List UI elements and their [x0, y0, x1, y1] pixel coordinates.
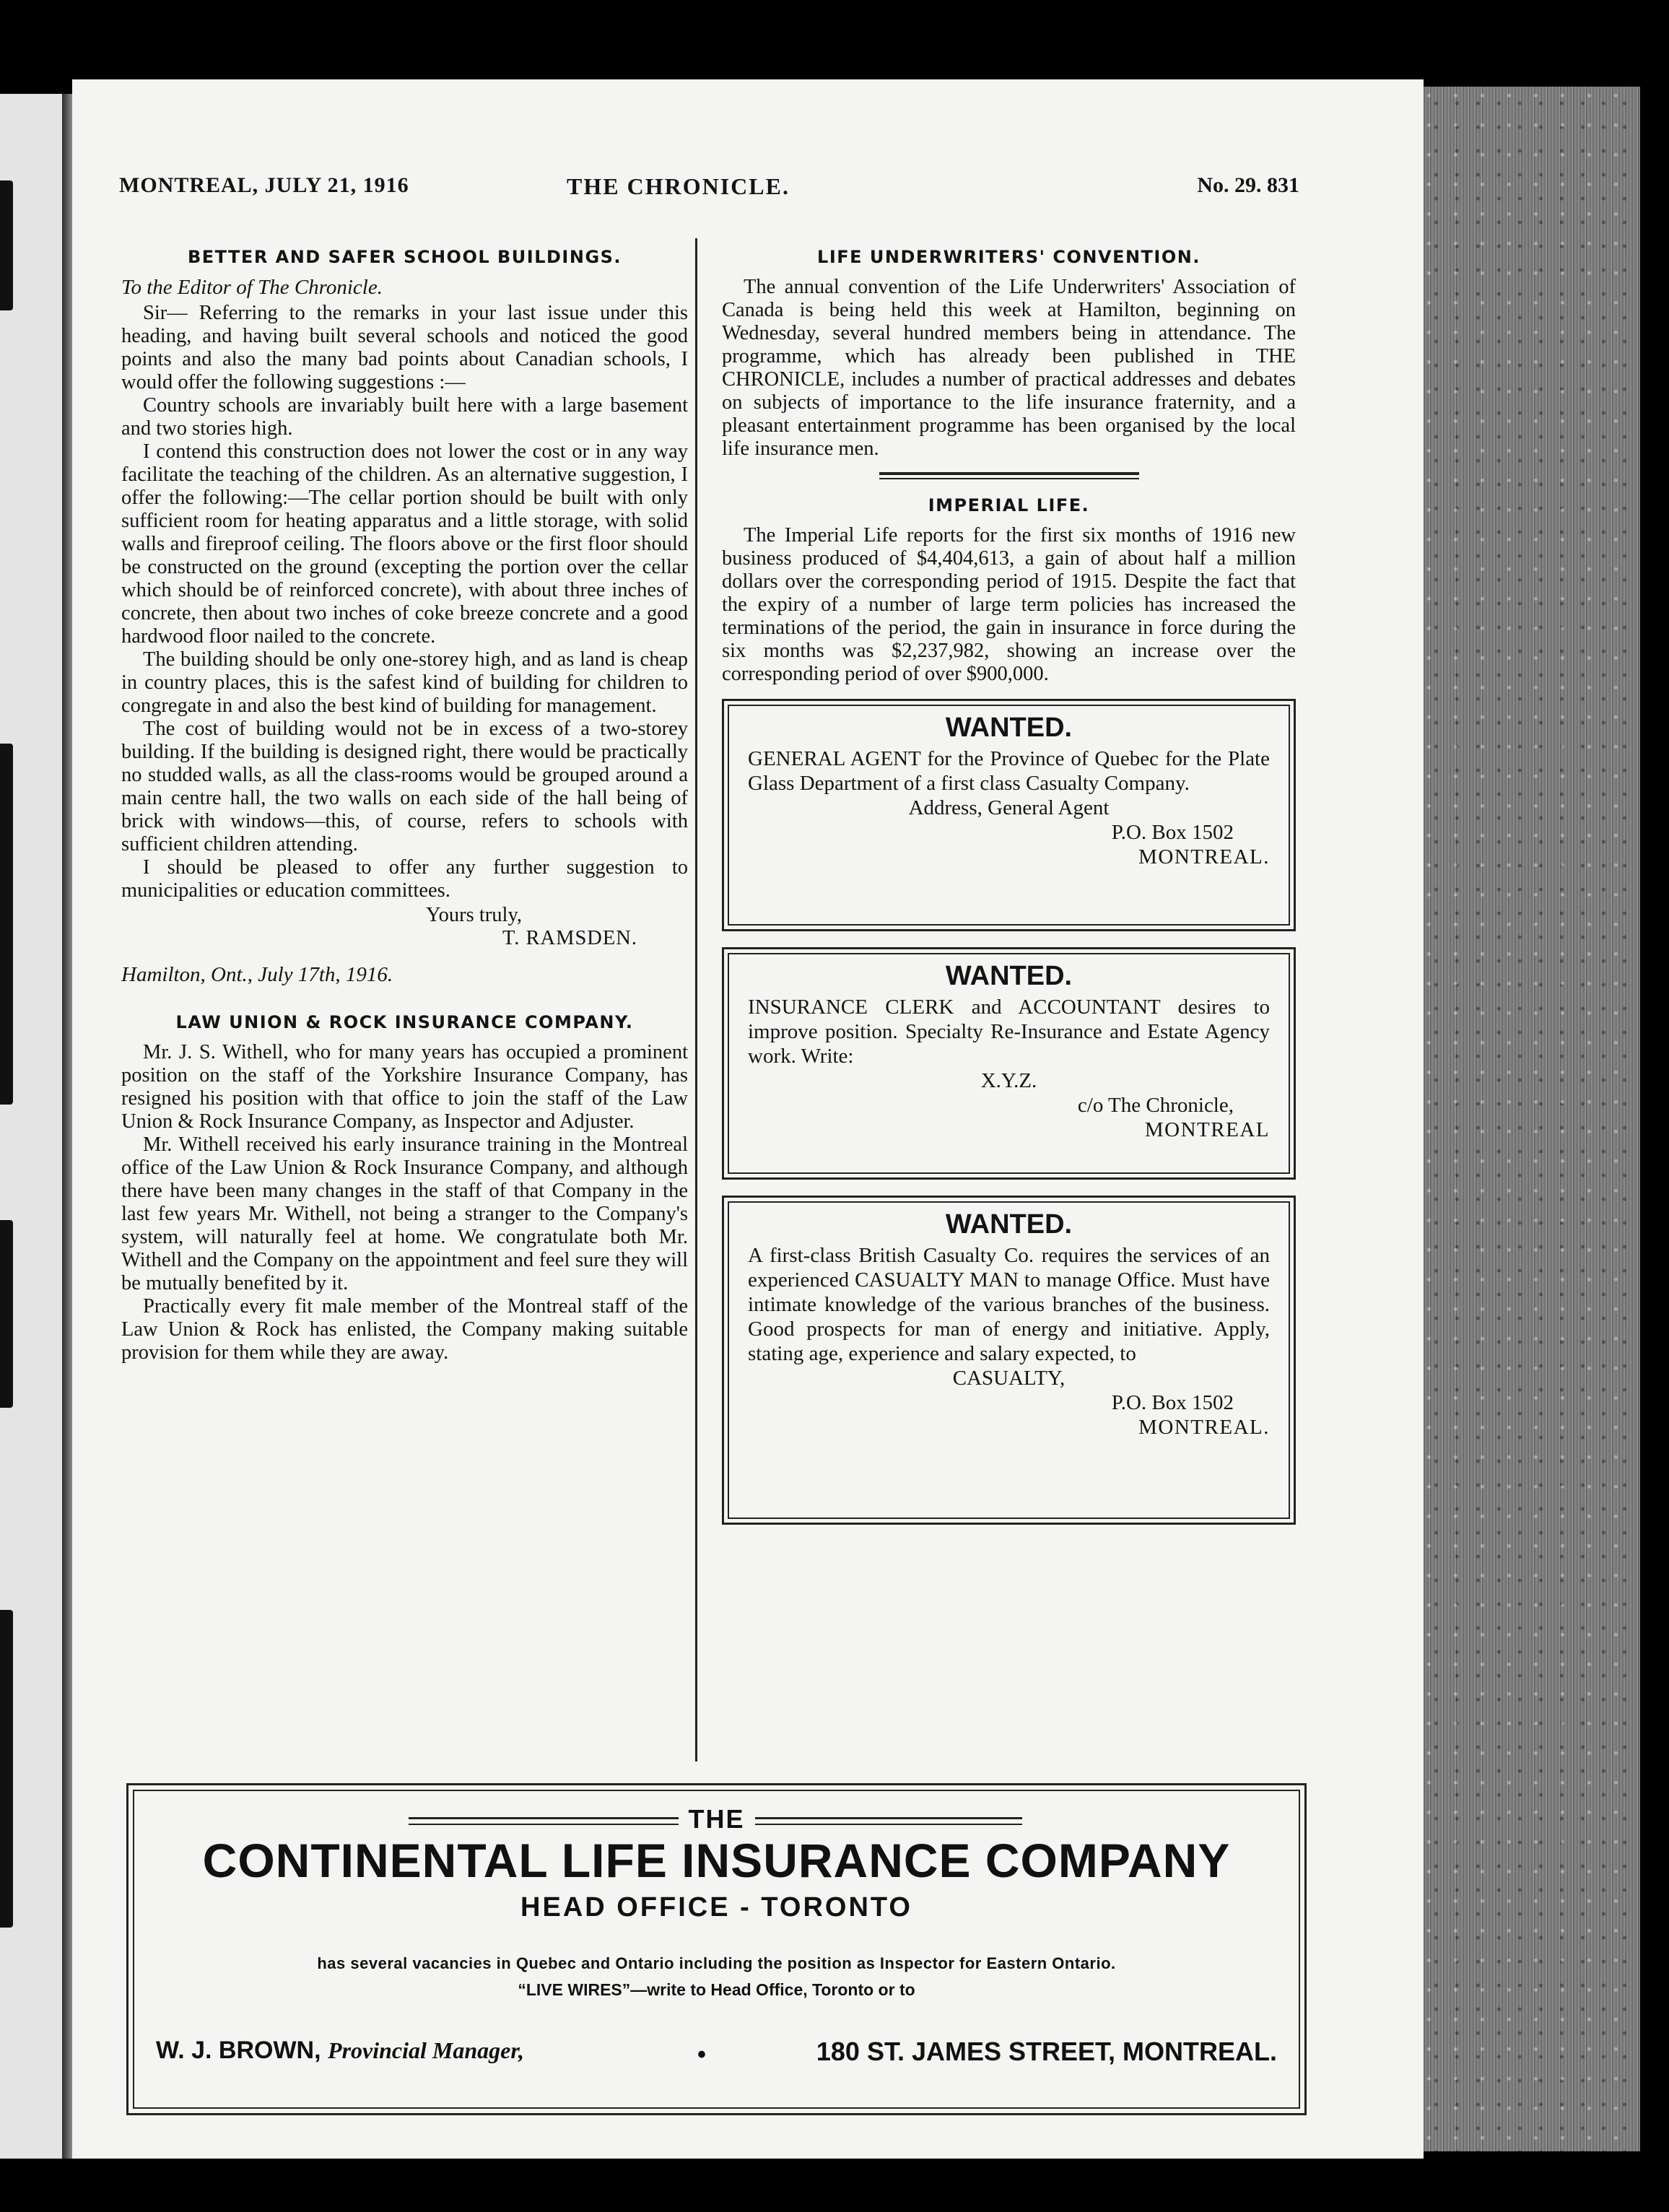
- ad-the-row: [134, 1804, 1299, 1833]
- law-union-paragraph: Mr. Withell received his early insurance training in the Montreal office of the Law Union & Rock Insurance Company, and although there have been many changes in the staff of that Company in the last few years Mr. Withell, not being a stranger to the Company's system, will naturally feel at home. We congratulate both Mr. Withell and the Company on the appointment and feel sure they will be mutually benefited by it.: [121, 1133, 688, 1294]
- header-issue-page: No. 29. 831: [1197, 173, 1299, 197]
- ad-manager-role: Provincial Manager,: [328, 2037, 525, 2063]
- ad-casualty-man-name: CASUALTY,: [952, 1367, 1066, 1390]
- imperial-paragraph: The Imperial Life reports for the first six months of 1916 new business produced of $4,404,613, a gain of about half a million dollars over the corresponding period of 1915. Despite the fact that the expiry of a number of large term policies has increased the terminations of the period, the gain in insurance in force during the six months was $2,237,982, showing an increase over the corresponding period of over $900,000.: [722, 524, 1296, 685]
- imperial-article-title: IMPERIAL LIFE.: [928, 495, 1090, 515]
- running-header: [119, 173, 1299, 202]
- ad-address: 180 ST. JAMES STREET, MONTREAL.: [816, 2037, 1277, 2066]
- ad-the: THE: [679, 1804, 755, 1834]
- school-article-paragraph: Country schools are invariably built here with a large basement and two stories high.: [121, 394, 688, 440]
- ad-insurance-clerk-text: INSURANCE CLERK and ACCOUNTANT desires to improve position. Specialty Re-Insurance and Estate Agency work. Write:: [748, 996, 1270, 1068]
- right-column: [722, 245, 1296, 1525]
- ad-vacancies: has several vacancies in Quebec and Ontario including the position as Inspector for Eastern Ontario.: [317, 1954, 1116, 1972]
- left-column: [121, 245, 688, 1364]
- header-publication: THE CHRONICLE.: [567, 173, 790, 199]
- school-article-signature: T. RAMSDEN.: [502, 927, 637, 949]
- ad-insurance-clerk-name: X.Y.Z.: [980, 1069, 1037, 1092]
- school-article-paragraph: I should be pleased to offer any further suggestion to municipalities or education committees.: [121, 856, 688, 902]
- ad-live-wires: “LIVE WIRES”—write to Head Office, Toronto or to: [518, 1980, 915, 1999]
- adjacent-page-edge: [0, 94, 62, 2159]
- school-article-paragraph: Sir— Referring to the remarks in your last issue under this heading, and having built several schools and noticed the good points and also the many bad points about Canadian schools, I would offer the following suggestions :—: [121, 302, 688, 393]
- ad-general-agent-city: MONTREAL.: [1138, 845, 1270, 868]
- ad-insurance-clerk-title: WANTED.: [945, 961, 1073, 991]
- header-date: MONTREAL, JULY 21, 1916: [119, 173, 409, 197]
- school-article-paragraph: The building should be only one-storey high, and as land is cheap in country places, this is the safest kind of building for children to congregate in and also the best kind of building for management.: [121, 648, 688, 717]
- book-page-edges: [1424, 87, 1640, 2151]
- ad-casualty-man-box: P.O. Box 1502: [1111, 1391, 1234, 1414]
- ad-insurance-clerk-care-of: c/o The Chronicle,: [1077, 1094, 1234, 1117]
- ad-general-agent: [722, 699, 1296, 931]
- ad-casualty-man: [722, 1196, 1296, 1525]
- school-article-paragraph: I contend this construction does not lower the cost or in any way facilitate the teaching of the children. As an alternative suggestion, I offer the following:—The cellar portion should be built with only sufficient room for heating apparatus and a little storage, with solid walls and fireproof ceiling. The floors above or the first floor should be constructed on the ground (excepting the portion over the cellar which should be of reinforced concrete), with about three inches of concrete, then about two inches of coke breeze concrete and a good hardwood floor nailed to the concrete.: [121, 440, 688, 648]
- column-divider: [695, 238, 697, 1762]
- ad-general-agent-title: WANTED.: [945, 713, 1073, 743]
- book-gutter: [62, 94, 72, 2159]
- school-article-paragraph: The cost of building would not be in excess of a two-storey building. If the building is designed right, there would be practically no studded walls, as all the class-rooms would be grouped around a main centre hall, the two walls on each side of the hall being of brick with windows—this, of course, refers to schools with sufficient children attending.: [121, 718, 688, 855]
- convention-article-title: LIFE UNDERWRITERS' CONVENTION.: [817, 247, 1200, 267]
- ad-casualty-man-city: MONTREAL.: [1138, 1416, 1270, 1439]
- ad-separator-dot: •: [697, 2041, 706, 2068]
- convention-paragraph: The annual convention of the Life Underwriters' Association of Canada is being held this week at Hamilton, beginning on Wednesday, several hundred members being in attendance. The programme, which has already been published in THE CHRONICLE, includes a number of practical addresses and debates on subjects of importance to the life insurance fraternity, and a pleasant entertainment programme has been organised by the local life insurance men.: [722, 276, 1296, 460]
- school-article-salutation: To the Editor of The Chronicle.: [121, 276, 383, 299]
- ad-insurance-clerk: [722, 947, 1296, 1180]
- law-union-paragraph: Mr. J. S. Withell, who for many years has occupied a prominent position on the staff of the Yorkshire Insurance Company, has resigned his position with that office to join the staff of the Law Union & Rock Insurance Company, as Inspector and Adjuster.: [121, 1041, 688, 1133]
- ad-casualty-man-text: A first-class British Casualty Co. requires the services of an experienced CASUALTY MAN to manage Office. Must have intimate knowledge of the various branches of the business. Good prospects for man of energy and initiative. Apply, stating age, experience and salary expected, to: [748, 1244, 1270, 1365]
- ad-company-name: CONTINENTAL LIFE INSURANCE COMPANY: [202, 1834, 1231, 1887]
- ad-head-office: HEAD OFFICE - TORONTO: [520, 1892, 912, 1923]
- school-article-place-date: Hamilton, Ont., July 17th, 1916.: [121, 963, 393, 986]
- law-union-article-title: LAW UNION & ROCK INSURANCE COMPANY.: [175, 1012, 634, 1032]
- school-article-closing: Yours truly,: [425, 904, 522, 926]
- ad-insurance-clerk-city: MONTREAL: [1144, 1118, 1270, 1141]
- ad-casualty-man-title: WANTED.: [945, 1209, 1073, 1240]
- ad-general-agent-box: P.O. Box 1502: [1111, 821, 1234, 844]
- ad-manager-name: W. J. BROWN,: [156, 2037, 321, 2064]
- continental-life-ad: [126, 1783, 1307, 2115]
- law-union-paragraph: Practically every fit male member of the Montreal staff of the Law Union & Rock has enlisted, the Company making suitable provision for them while they are away.: [121, 1295, 688, 1364]
- ad-manager: [156, 2037, 524, 2065]
- ad-general-agent-text: GENERAL AGENT for the Province of Quebec for the Plate Glass Department of a first class Casualty Company.: [748, 747, 1270, 795]
- ad-general-agent-address-label: Address, General Agent: [908, 796, 1110, 819]
- section-separator: [879, 472, 1139, 479]
- school-article-title: BETTER AND SAFER SCHOOL BUILDINGS.: [187, 247, 622, 267]
